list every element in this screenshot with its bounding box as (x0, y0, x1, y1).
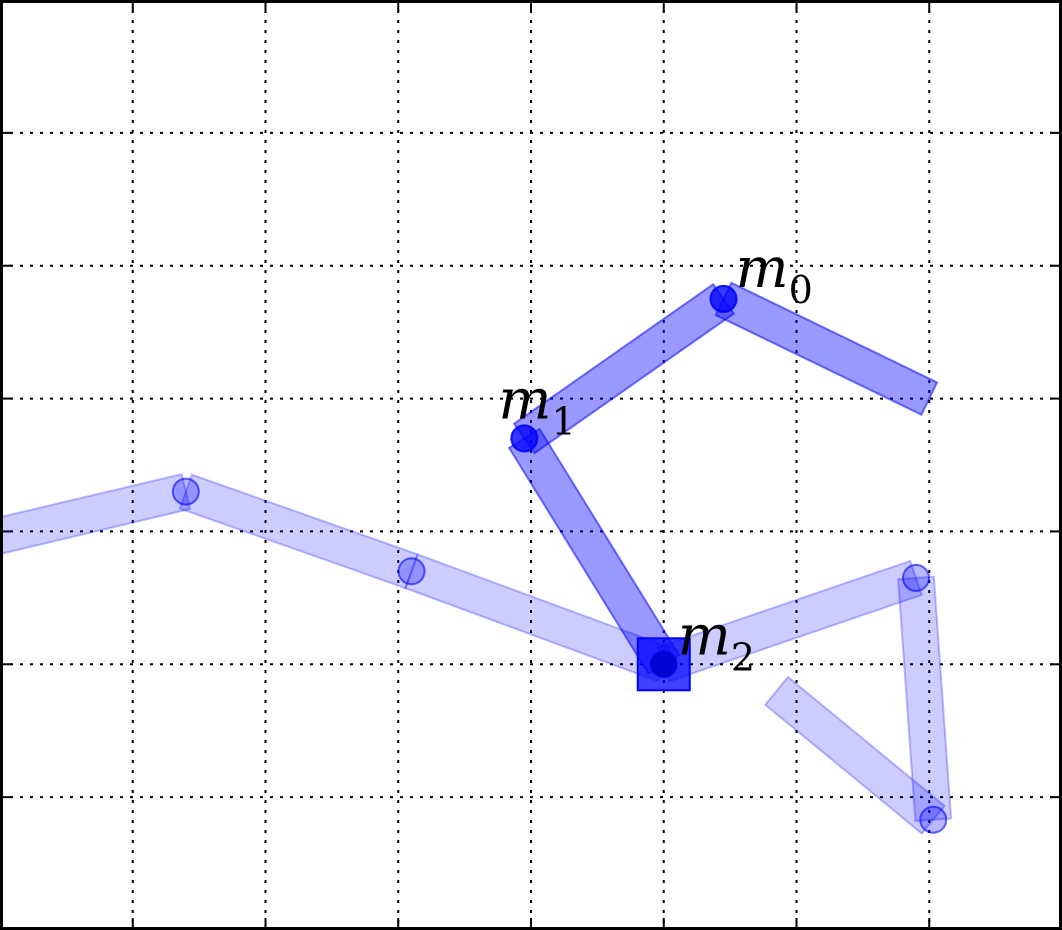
label-m1-sub: 1 (551, 399, 576, 444)
light-chain (0, 474, 951, 833)
label-m0-sub: 0 (788, 267, 813, 312)
label-m2-base: m (677, 603, 731, 669)
light-chain-joint-1 (173, 479, 199, 505)
dark-chain-link-0 (716, 283, 937, 415)
label-m2 (678, 603, 755, 679)
light-chain-joint-5 (920, 807, 946, 833)
label-m0 (735, 236, 812, 312)
light-chain-joint-2 (399, 558, 425, 584)
label-m2-sub: 2 (730, 635, 756, 680)
label-m1 (498, 367, 575, 443)
light-chain-link-0 (0, 474, 190, 569)
label-m0-base: m (735, 235, 789, 301)
joint-marker-m2 (651, 651, 677, 677)
label-m1-base: m (498, 367, 552, 433)
joint-marker-m0 (710, 286, 736, 312)
light-chain-joint-4 (903, 565, 929, 591)
chain-layer (0, 283, 951, 834)
